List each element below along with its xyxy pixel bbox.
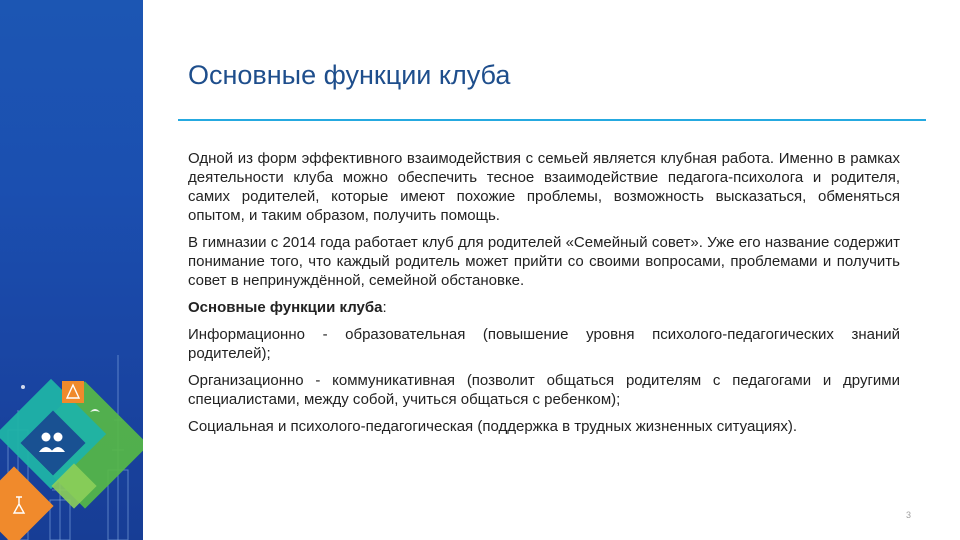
- function-item: Социальная и психолого-педагогическая (поддержка в трудных жизненных ситуациях).: [188, 418, 798, 435]
- page-number: 3: [906, 510, 912, 520]
- club-paragraph: В гимназии с 2014 года работает клуб для родителей «Семейный совет». Уже его название содержит понимание того, что каждый родитель может прийти со своими вопросами, проблемами и получить совет в непринуждённой, семейной обстановке.: [188, 234, 900, 289]
- slide-body: [188, 149, 900, 444]
- function-item: Информационно - образовательная (повышение уровня психолого-педагогических знаний родителей);: [188, 326, 900, 362]
- functions-heading-text: Основные функции клуба: [188, 299, 383, 316]
- decorative-sidebar: [0, 0, 143, 540]
- sparkle-dot: [21, 385, 25, 389]
- intro-paragraph: Одной из форм эффективного взаимодействия с семьей является клубная работа. Именно в рамках деятельности клуба можно обеспечить тесное взаимодействие педагога-психолога и родителя, самих родителей, которые имеют похожие проблемы, возможность высказаться, обменяться опытом, и таким образом, получить помощь.: [188, 150, 900, 224]
- functions-heading-colon: :: [382, 299, 387, 316]
- sidebar-illustration: [0, 0, 143, 540]
- functions-heading: [188, 298, 900, 317]
- title-divider: [178, 119, 926, 121]
- function-item: Организационно - коммуникативная (позволит общаться родителям с педагогами и другими специалистами, между собой, учиться общаться с ребенком);: [188, 372, 900, 408]
- slide-title: Основные функции клуба: [188, 60, 511, 90]
